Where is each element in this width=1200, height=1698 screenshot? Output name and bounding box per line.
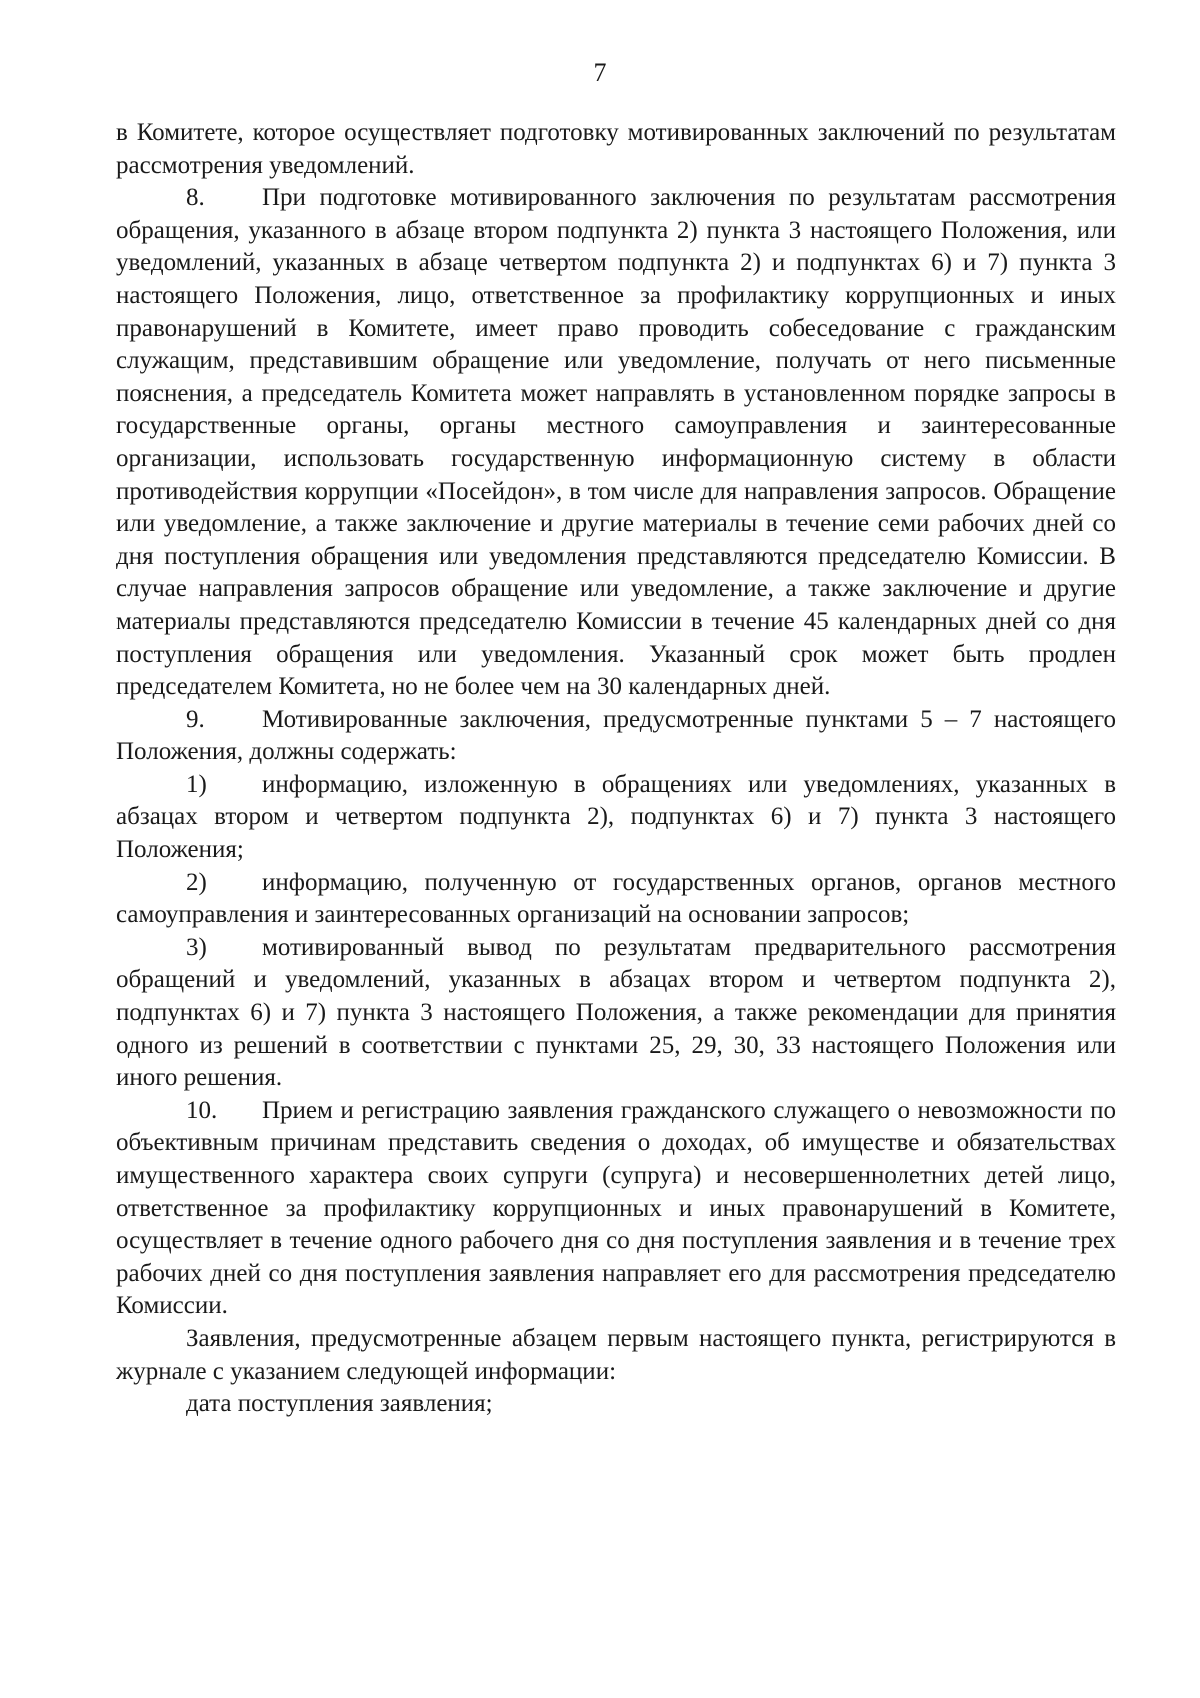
page-number: 7 [593,58,607,87]
paragraph-date-received [116,1388,1116,1421]
paragraph-text: Заявления, предусмотренные абзацем первым настоящего пункта, регистрируются в журнале с указанием следующей информации: [116,1324,1116,1385]
paragraph-item-9 [116,704,1116,769]
subitem-2 [116,867,1116,932]
paragraph-number: 8. [186,184,205,212]
paragraph-item-8 [116,182,1116,704]
subitem-1 [116,769,1116,867]
paragraph-text: Мотивированные заключения, предусмотренные пунктами 5 – 7 настоящего Положения, должны содержать: [116,705,1116,766]
subitem-text: мотивированный вывод по результатам предварительного рассмотрения обращений и уведомлений, указанных в абзацах втором и четвертом подпункта 2), подпунктах 6) и 7) пункта 3 настоящего Положения, а также рекомендации для принятия одного из решений в соответствии с пунктами 25, 29, 30, 33 настоящего Положения или иного решения. [116,933,1116,1092]
paragraph-text: При подготовке мотивированного заключения по результатам рассмотрения обращения, указанного в абзаце втором подпункта 2) пункта 3 настоящего Положения, или уведомлений, указанных в абзаце четвертом подпункта 2) и подпунктах 6) и 7) пункта 3 настоящего Положения, лицо, ответственное за профилактику коррупционных и иных правонарушений в Комитете, имеет право проводить собеседование с гражданским служащим, представившим обращение или уведомление, получать от него письменные пояснения, а председатель Комитета может направлять в установленном порядке запросы в государственные органы, органы местного самоуправления и заинтересованные организации, использовать государственную информационную систему в области противодействия коррупции «Посейдон», в том числе для направления запросов. Обращение или уведомление, а также заключение и другие материалы в течение семи рабочих дней со дня поступления обращения или уведомления представляются председателю Комиссии. В случае направления запросов обращение или уведомление, а также заключение и другие материалы представляются председателю Комиссии в течение 45 календарных дней со дня поступления обращения или уведомления. Указанный срок может быть продлен председателем Комитета, но не более чем на 30 календарных дней. [116,184,1116,701]
document-body [116,117,1116,1421]
paragraph-text: в Комитете, которое осуществляет подготовку мотивированных заключений по результатам рассмотрения уведомлений. [116,119,1116,179]
subitem-text: информацию, изложенную в обращениях или уведомлениях, указанных в абзацах втором и четвертом подпункта 2), подпунктах 6) и 7) пункта 3 настоящего Положения; [116,770,1116,864]
subitem-3 [116,932,1116,1095]
subitem-text: информацию, полученную от государственных органов, органов местного самоуправления и заинтересованных организаций на основании запросов; [116,868,1116,929]
paragraph-number: 9. [186,705,205,733]
paragraph-item-10 [116,1095,1116,1323]
paragraph-continuation [116,117,1116,182]
paragraph-number: 10. [186,1096,218,1124]
paragraph-text: дата поступления заявления; [186,1390,493,1418]
subitem-number: 3) [186,933,207,961]
paragraph-registration [116,1323,1116,1388]
subitem-number: 1) [186,770,207,798]
paragraph-text: Прием и регистрацию заявления гражданского служащего о невозможности по объективным причинам представить сведения о доходах, об имуществе и обязательствах имущественного характера своих супруги (супруга) и несовершеннолетних детей лицо, ответственное за профилактику коррупционных и иных правонарушений в Комитете, осуществляет в течение одного рабочего дня со дня поступления заявления и в течение трех рабочих дней со дня поступления заявления направляет его для рассмотрения председателю Комиссии. [116,1096,1116,1320]
subitem-number: 2) [186,868,207,896]
